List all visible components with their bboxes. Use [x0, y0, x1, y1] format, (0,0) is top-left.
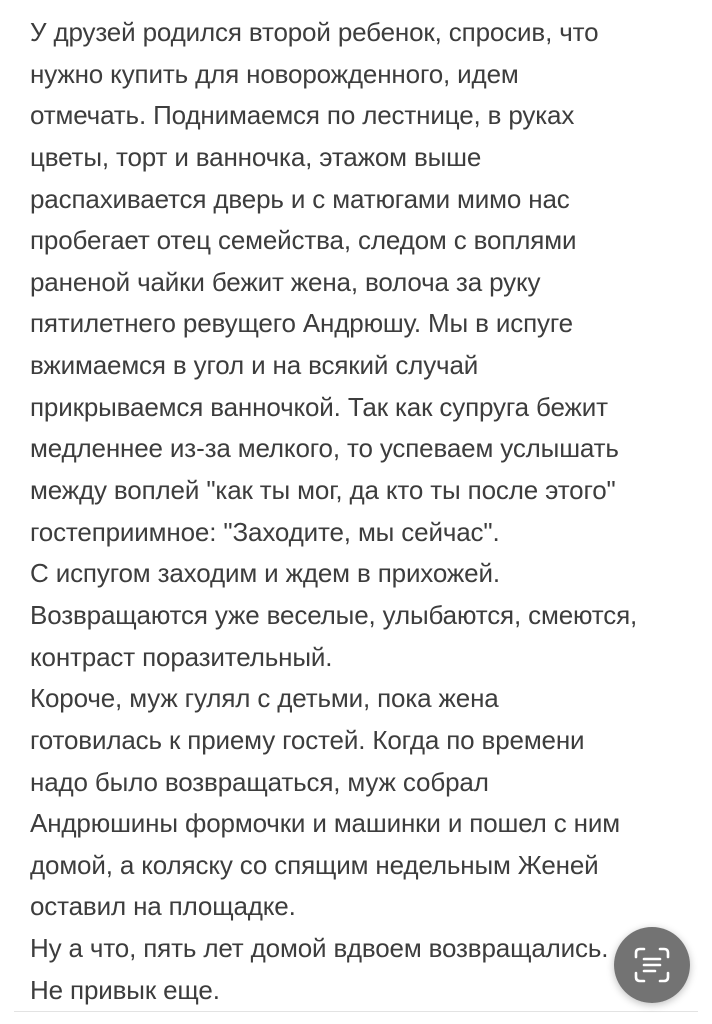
story-line: пятилетнего ревущего Андрюшу. Мы в испуге	[30, 308, 573, 339]
story-line: прикрываемся ванночкой. Так как супруга бежит	[30, 391, 608, 422]
story-line: готовилась к приему гостей. Когда по времени	[30, 724, 585, 755]
story-line: Возвращаются уже веселые, улыбаются, смеются,	[30, 599, 638, 630]
story-line: Не привык еще.	[30, 974, 220, 1005]
text-scan-button[interactable]	[614, 927, 690, 1003]
story-line: распахивается дверь и с матюгами мимо нас	[30, 183, 570, 214]
story-line: контраст поразительный.	[30, 641, 333, 672]
story-line: нужно купить для новорожденного, идем	[30, 58, 519, 89]
story-line: цветы, торт и ванночка, этажом выше	[30, 141, 482, 172]
story-text	[30, 12, 702, 1011]
story-line: Короче, муж гулял с детьми, пока жена	[30, 683, 499, 714]
text-scan-icon	[630, 943, 674, 987]
story-line: пробегает отец семейства, следом с воплями	[30, 225, 577, 256]
story-line: медленнее из-за мелкого, то успеваем услышать	[30, 433, 619, 464]
story-line: между воплей "как ты мог, да кто ты после этого"	[30, 475, 616, 506]
story-line: С испугом заходим и ждем в прихожей.	[30, 558, 500, 589]
story-line: Андрюшины формочки и машинки и пошел с ним	[30, 808, 620, 839]
story-line: гостеприимное: "Заходите, мы сейчас".	[30, 516, 500, 547]
story-line: оставил на площадке.	[30, 891, 296, 922]
story-line: вжимаемся в угол и на всякий случай	[30, 350, 479, 381]
story-line: У друзей родился второй ребенок, спросив, что	[30, 17, 599, 47]
story-line: Ну а что, пять лет домой вдвоем возвращались.	[30, 933, 609, 964]
story-line: надо было возвращаться, муж собрал	[30, 766, 489, 797]
bottom-divider	[14, 1011, 698, 1012]
story-line: отмечать. Поднимаемся по лестнице, в руках	[30, 100, 575, 131]
story-line: домой, а коляску со спящим недельным Женей	[30, 849, 599, 880]
story-line: раненой чайки бежит жена, волоча за руку	[30, 266, 541, 297]
